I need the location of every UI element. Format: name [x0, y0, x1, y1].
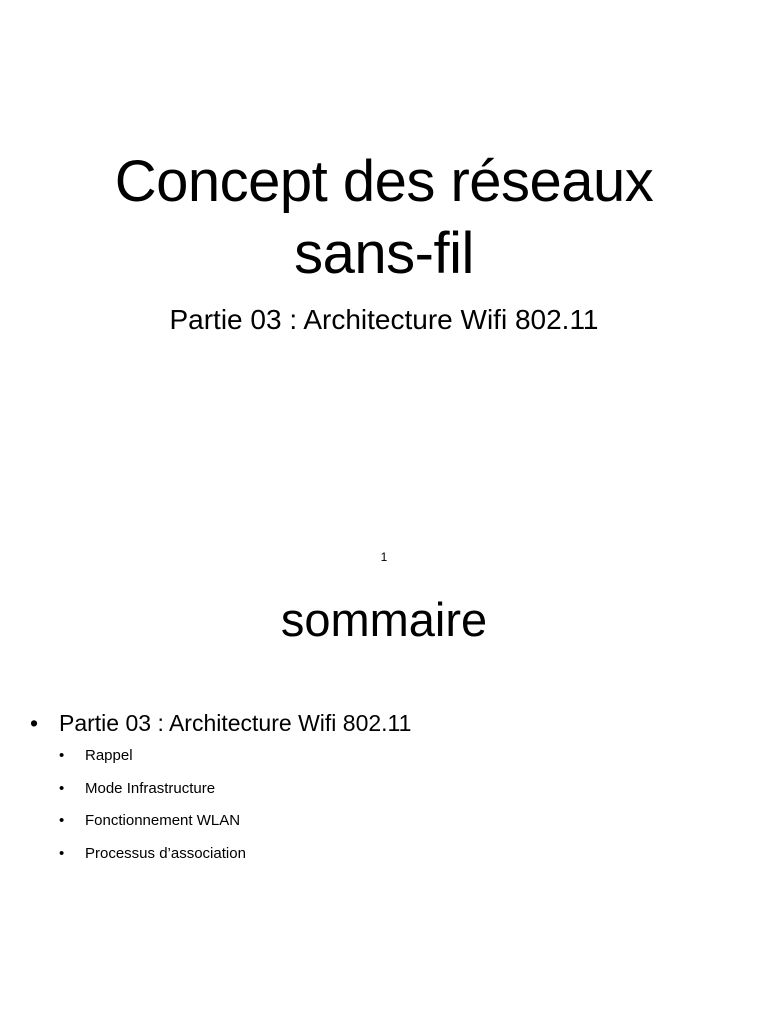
summary-subitem [59, 844, 411, 864]
summary-subitem-label: Processus d’association [85, 844, 246, 862]
summary-item-label: Partie 03 : Architecture Wifi 802.11 [59, 710, 412, 736]
slide-subtitle: Partie 03 : Architecture Wifi 802.11 [169, 304, 599, 335]
bullet-icon: • [59, 747, 65, 764]
bullet-icon: • [59, 812, 65, 829]
bullet-icon: • [59, 779, 65, 797]
slide-title-line-2: sans-fil [294, 221, 474, 286]
slide-title-line-1: Concept des réseaux [114, 149, 654, 214]
summary-list [30, 706, 411, 876]
summary-subitem [59, 811, 411, 831]
summary-item [30, 706, 411, 864]
summary-subitem-label: Rappel [85, 747, 133, 764]
bullet-icon: • [59, 844, 65, 862]
page-number: 1 [380, 550, 388, 564]
summary-sublist [59, 746, 411, 864]
summary-subitem [59, 779, 411, 799]
summary-subitem-label: Mode Infrastructure [85, 779, 216, 797]
summary-title: sommaire [280, 593, 488, 646]
slide-title [0, 146, 768, 290]
summary-subitem-label: Fonctionnement WLAN [85, 812, 241, 829]
bullet-icon: • [30, 710, 39, 736]
summary-subitem [59, 746, 411, 766]
